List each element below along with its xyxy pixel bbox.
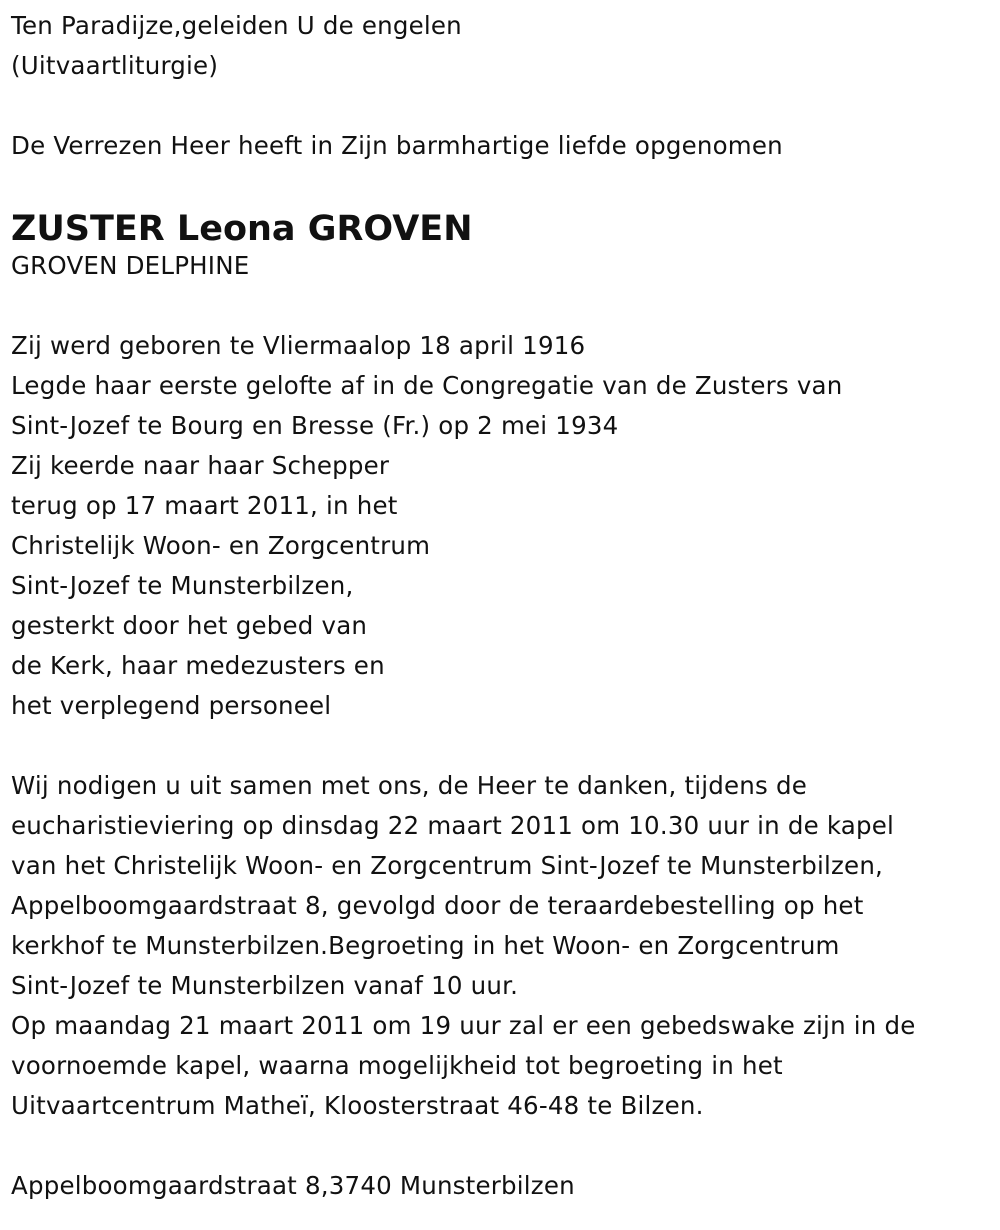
invitation-line: Uitvaartcentrum Matheï, Kloosterstraat 46-48 te Bilzen. — [11, 1091, 704, 1120]
invitation-line: van het Christelijk Woon- en Zorgcentrum Sint-Jozef te Munsterbilzen, — [11, 851, 884, 880]
header-line: Ten Paradijze,geleiden U de engelen — [11, 11, 462, 40]
invitation-section — [11, 766, 1000, 1126]
biography-line: Zij werd geboren te Vliermaalop 18 april 1916 — [11, 331, 586, 360]
invitation-line: voornoemde kapel, waarna mogelijkheid tot begroeting in het — [11, 1051, 783, 1080]
address: Appelboomgaardstraat 8,3740 Munsterbilzen — [11, 1171, 575, 1200]
biography-line: Sint-Jozef te Munsterbilzen, — [11, 571, 354, 600]
invitation-line: Op maandag 21 maart 2011 om 19 uur zal er een gebedswake zijn in de — [11, 1011, 916, 1040]
header-section — [11, 6, 1000, 86]
biography-line: Christelijk Woon- en Zorgcentrum — [11, 531, 431, 560]
invitation-line: kerkhof te Munsterbilzen.Begroeting in het Woon- en Zorgcentrum — [11, 931, 840, 960]
biography-section — [11, 326, 1000, 726]
invitation-line: Appelboomgaardstraat 8, gevolgd door de teraardebestelling op het — [11, 891, 864, 920]
civil-name: GROVEN DELPHINE — [11, 251, 250, 280]
biography-line: Zij keerde naar haar Schepper — [11, 451, 390, 480]
intro-text: De Verrezen Heer heeft in Zijn barmhartige liefde opgenomen — [11, 131, 783, 160]
invitation-line: Wij nodigen u uit samen met ons, de Heer te danken, tijdens de — [11, 771, 808, 800]
biography-line: de Kerk, haar medezusters en — [11, 651, 385, 680]
biography-line: gesterkt door het gebed van — [11, 611, 368, 640]
biography-line: terug op 17 maart 2011, in het — [11, 491, 398, 520]
biography-line: het verplegend personeel — [11, 691, 332, 720]
biography-line: Sint-Jozef te Bourg en Bresse (Fr.) op 2 mei 1934 — [11, 411, 619, 440]
invitation-line: eucharistieviering op dinsdag 22 maart 2011 om 10.30 uur in de kapel — [11, 811, 895, 840]
biography-line: Legde haar eerste gelofte af in de Congregatie van de Zusters van — [11, 371, 843, 400]
deceased-name: ZUSTER Leona GROVEN — [11, 209, 473, 249]
header-line: (Uitvaartliturgie) — [11, 51, 219, 80]
invitation-line: Sint-Jozef te Munsterbilzen vanaf 10 uur. — [11, 971, 519, 1000]
